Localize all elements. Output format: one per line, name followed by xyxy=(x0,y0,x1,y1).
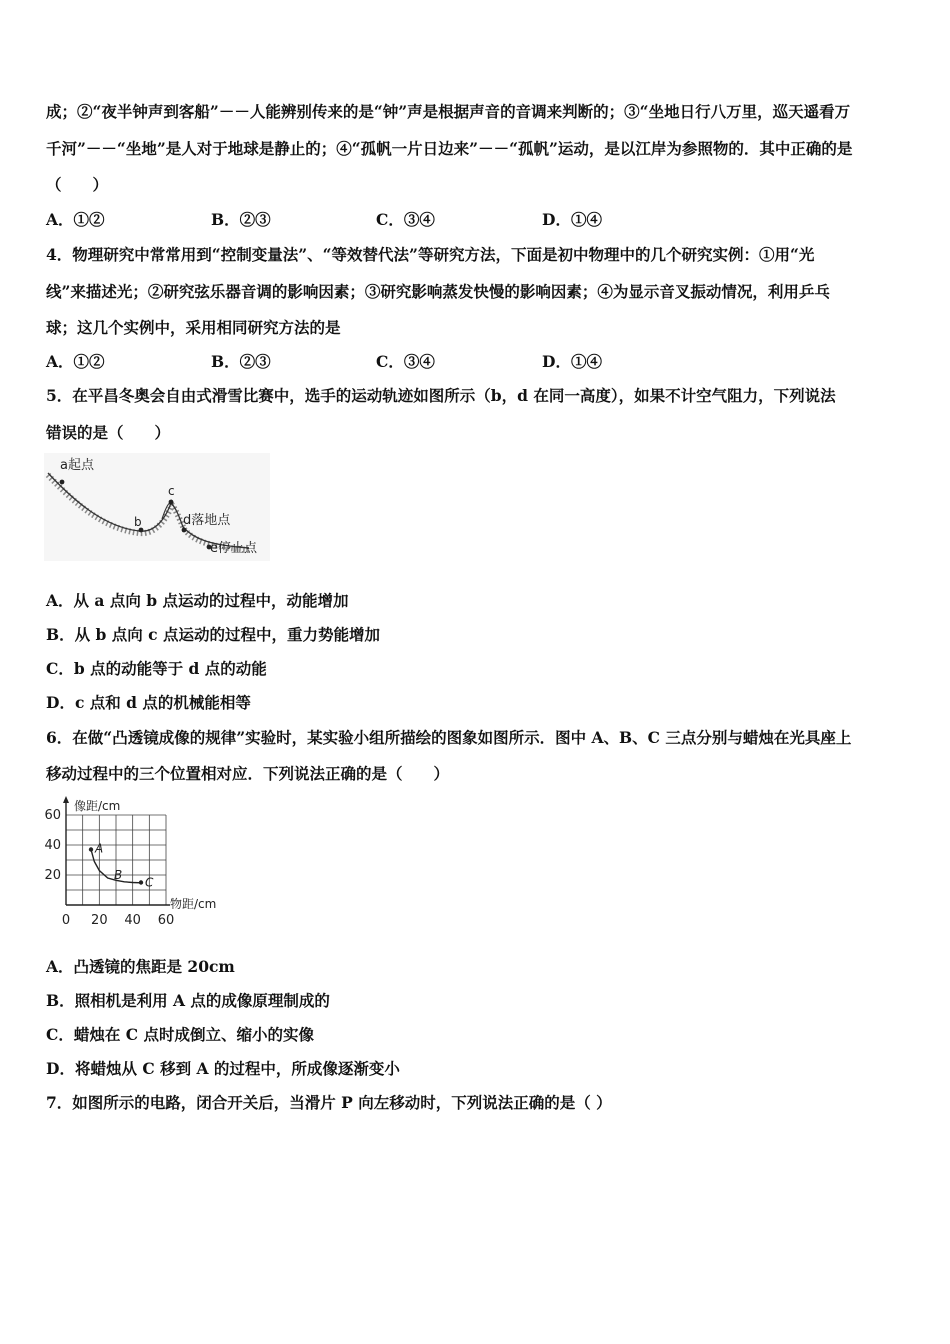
y-tick-label: 40 xyxy=(44,838,61,853)
label-a: a起点 xyxy=(60,458,94,473)
x-tick-labels xyxy=(62,913,174,928)
labeled-points xyxy=(89,842,154,890)
x-tick-label: 20 xyxy=(91,913,108,928)
q3-option-a[interactable]: A．①② xyxy=(46,210,105,229)
q5-option-a[interactable]: A．从 a 点向 b 点运动的过程中，动能增加 xyxy=(46,591,349,610)
y-tick-label: 60 xyxy=(44,808,61,823)
q7-text-line-1: 7．如图所示的电路，闭合开关后，当滑片 P 向左移动时，下列说法正确的是（ ） xyxy=(46,1093,612,1112)
point-c-label: C xyxy=(145,875,154,890)
q6-option-a[interactable]: A．凸透镜的焦距是 20cm xyxy=(46,957,235,976)
lens-image-chart xyxy=(44,793,234,933)
label-c: c xyxy=(168,484,175,498)
q6-option-c[interactable]: C．蜡烛在 C 点时成倒立、缩小的实像 xyxy=(46,1025,314,1044)
q4-text-line-3: 球；这几个实例中，采用相同研究方法的是 xyxy=(46,318,341,337)
x-tick-label: 60 xyxy=(157,913,175,928)
q5-option-c[interactable]: C．b 点的动能等于 d 点的动能 xyxy=(46,659,267,678)
label-d: d落地点 xyxy=(183,513,231,528)
label-b: b xyxy=(134,515,142,529)
point-b-label: B xyxy=(114,868,123,882)
q3-text-line-1: 成；②“夜半钟声到客船”－－人能辨别传来的是“钟”声是根据声音的音调来判断的；③“坐地日行八万里，巡天遥看万 xyxy=(46,102,851,121)
q4-option-a[interactable]: A．①② xyxy=(46,352,105,371)
q5-option-d[interactable]: D．c 点和 d 点的机械能相等 xyxy=(46,693,251,712)
point-a-label: A xyxy=(95,841,104,856)
q3-option-c[interactable]: C．③④ xyxy=(376,210,435,229)
q3-option-b[interactable]: B．②③ xyxy=(211,210,271,229)
q5-text-line-1: 5．在平昌冬奥会自由式滑雪比赛中，选手的运动轨迹如图所示（b，d 在同一高度），如果不计空气阻力，下列说法 xyxy=(46,386,836,405)
q4-option-b[interactable]: B．②③ xyxy=(211,352,271,371)
point-a-dot xyxy=(60,480,65,485)
q4-text-line-1: 4．物理研究中常常用到“控制变量法”、“等效替代法”等研究方法，下面是初中物理中的几个研究实例：①用“光 xyxy=(46,245,815,264)
label-e: e停止点 xyxy=(210,541,257,556)
q4-option-c[interactable]: C．③④ xyxy=(376,352,435,371)
y-tick-label: 20 xyxy=(44,868,61,883)
q6-text-line-1: 6．在做“凸透镜成像的规律”实验时，某实验小组所描绘的图象如图所示．图中 A、B、C 三点分别与蜡烛在光具座上 xyxy=(46,728,852,747)
q4-text-line-2: 线”来描述光；②研究弦乐器音调的影响因素；③研究影响蒸发快慢的影响因素；④为显示音叉振动情况，利用乒乓 xyxy=(46,282,830,301)
q3-text-line-3: （ ） xyxy=(46,175,109,194)
q6-option-b[interactable]: B．照相机是利用 A 点的成像原理制成的 xyxy=(46,991,330,1010)
ski-trajectory-figure xyxy=(44,453,270,561)
q3-option-d[interactable]: D．①④ xyxy=(542,210,602,229)
chart-grid xyxy=(66,815,166,905)
x-tick-label: 0 xyxy=(61,913,71,928)
point-a-dot xyxy=(89,847,93,851)
q5-text-line-2: 错误的是（ ） xyxy=(46,423,171,442)
q5-option-b[interactable]: B．从 b 点向 c 点运动的过程中，重力势能增加 xyxy=(46,625,380,644)
point-c-dot xyxy=(139,880,143,884)
y-tick-labels xyxy=(44,808,61,883)
point-c-dot xyxy=(169,500,174,505)
q6-text-line-2: 移动过程中的三个位置相对应．下列说法正确的是（ ） xyxy=(46,764,450,783)
q6-option-d[interactable]: D．将蜡烛从 C 移到 A 的过程中，所成像逐渐变小 xyxy=(46,1059,400,1078)
x-axis-label: 物距/cm xyxy=(170,897,217,911)
x-tick-label: 40 xyxy=(124,913,141,928)
y-axis-arrow xyxy=(63,796,69,803)
q3-text-line-2: 千河”－－“坐地”是人对于地球是静止的；④“孤帆一片日边来”－－“孤帆”运动，是以江岸为参照物的．其中正确的是 xyxy=(46,139,853,158)
q4-option-d[interactable]: D．①④ xyxy=(542,352,602,371)
point-d-dot xyxy=(182,528,187,533)
y-axis-label: 像距/cm xyxy=(74,799,121,813)
